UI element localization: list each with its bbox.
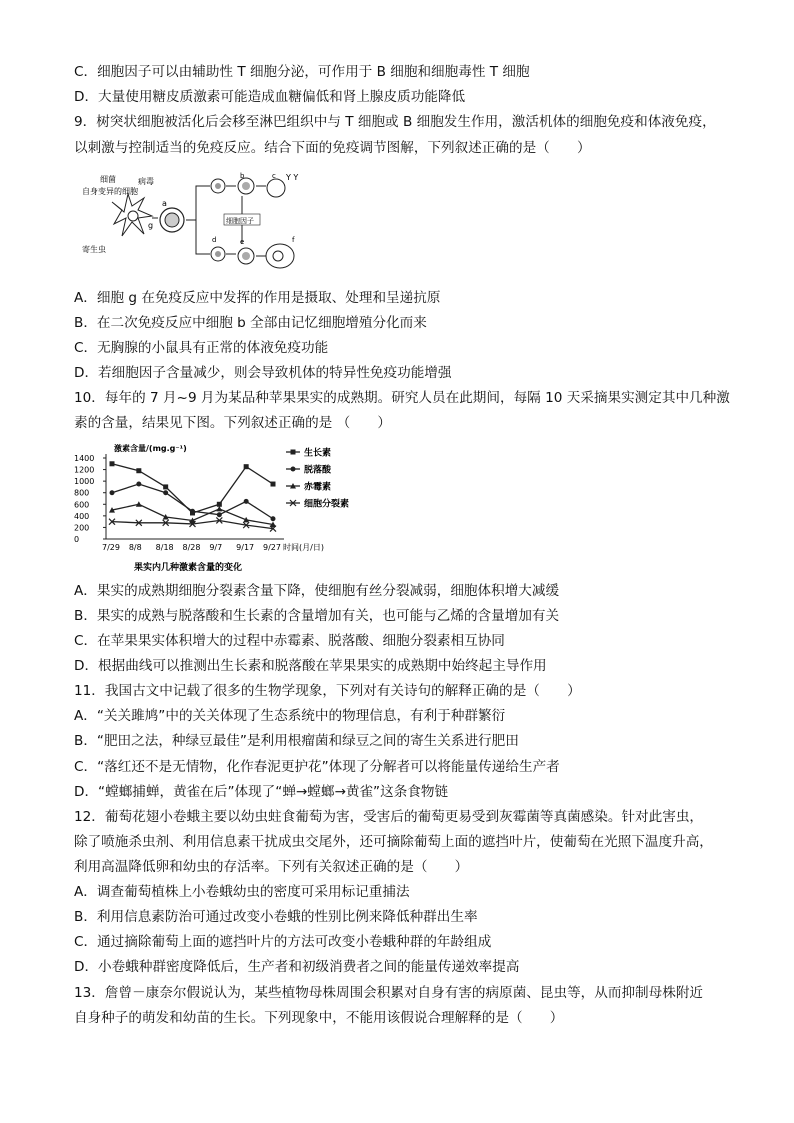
text-line: D．若细胞因子含量减少，则会导致机体的特异性免疫功能增强 <box>74 365 452 381</box>
x-tick-label: 9/7 <box>209 543 223 552</box>
data-point <box>291 467 296 472</box>
x-tick-label: 9/17 <box>236 543 255 552</box>
immune-regulation-diagram <box>78 172 308 272</box>
text-line: 素的含量，结果见下图。下列叙述正确的是 （ ） <box>74 415 391 431</box>
y-tick-label: 200 <box>74 523 90 533</box>
text-line: 自身种子的萌发和幼苗的生长。下列现象中，不能用该假说合理解释的是（ ） <box>74 1010 564 1026</box>
text-line: 13．詹曾－康奈尔假说认为，某些植物母株周围会积累对自身有害的病原菌、昆虫等，从而抑制母株附近 <box>74 985 704 1001</box>
legend-entry: 脱落酸 <box>304 465 332 476</box>
y-tick-label: 800 <box>74 488 90 498</box>
dendritic-cell-g <box>112 194 152 236</box>
text-line: 11．我国古文中记载了很多的生物学现象，下列对有关诗句的解释正确的是（ ） <box>74 683 581 699</box>
cytokine-label: 细胞因子 <box>226 217 254 225</box>
y-tick-label: 600 <box>74 500 90 510</box>
series-line <box>112 464 273 513</box>
y-axis-label: 激素含量/(mg.g⁻¹) <box>114 444 187 453</box>
text-line: 利用高温降低卵和幼虫的存活率。下列有关叙述正确的是（ ） <box>74 859 469 875</box>
y-tick-label: 1200 <box>74 465 95 475</box>
data-point <box>136 468 141 473</box>
self-cell-label: 自身变异的细胞 <box>82 187 138 196</box>
chart-title: 果实内几种激素含量的变化 <box>134 563 243 573</box>
text-line: C．无胸腺的小鼠具有正常的体液免疫功能 <box>74 340 329 356</box>
data-point <box>271 482 276 487</box>
g-label: g <box>148 221 154 230</box>
text-line: 12．葡萄花翅小卷蛾主要以幼虫蛀食葡萄为害，受害后的葡萄更易受到灰霉菌等真菌感染。针对此害虫， <box>74 809 704 825</box>
x-tick-label: 8/28 <box>182 543 201 552</box>
text-line: A．细胞 g 在免疫反应中发挥的作用是摄取、处理和呈递抗原 <box>74 290 441 306</box>
text-line: A．果实的成熟期细胞分裂素含量下降，使细胞有丝分裂减弱，细胞体积增大减缓 <box>74 583 560 599</box>
text-line: C．“落红还不是无情物，化作春泥更护花”体现了分解者可以将能量传递给生产者 <box>74 759 560 775</box>
text-line: D．大量使用糖皮质激素可能造成血糖偏低和肾上腺皮质功能降低 <box>74 89 466 105</box>
data-point <box>163 490 168 495</box>
data-point <box>136 501 142 507</box>
text-line: D．“螳螂捕蝉，黄雀在后”体现了“蝉→螳螂→黄雀”这条食物链 <box>74 784 449 800</box>
y-tick-label: 1000 <box>74 477 95 487</box>
y-tick-label: 0 <box>74 535 80 544</box>
text-line: D．根据曲线可以推测出生长素和脱落酸在苹果果实的成熟期中始终起主导作用 <box>74 658 547 674</box>
data-point <box>110 461 115 466</box>
b-label: b <box>240 172 245 180</box>
bacteria-label: 细菌 <box>100 175 116 184</box>
data-point <box>190 509 195 514</box>
data-point <box>136 482 141 487</box>
data-point <box>163 484 168 489</box>
data-point <box>244 499 249 504</box>
cell-a <box>160 208 184 232</box>
text-line: 9．树突状细胞被活化后会移至淋巴组织中与 T 细胞或 B 细胞发生作用，激活机体的细胞免疫和体液免疫， <box>74 114 716 130</box>
text-line: C．通过摘除葡萄上面的遮挡叶片的方法可改变小卷蛾种群的年龄组成 <box>74 934 492 950</box>
d-label: d <box>212 236 217 244</box>
a-label: a <box>162 199 167 208</box>
x-tick-label: 7/29 <box>102 543 120 552</box>
text-line: A．调查葡萄植株上小卷蛾幼虫的密度可采用标记重捕法 <box>74 884 410 900</box>
text-line: B．果实的成熟与脱落酸和生长素的含量增加有关，也可能与乙烯的含量增加有关 <box>74 608 560 624</box>
x-tick-label: 9/27 <box>263 543 281 552</box>
legend-entry: 赤霉素 <box>304 482 332 493</box>
text-line: D．小卷蛾种群密度降低后，生产者和初级消费者之间的能量传递效率提高 <box>74 959 520 975</box>
data-point <box>110 490 115 495</box>
x-tick-label: 8/18 <box>155 543 174 552</box>
f-label: f <box>292 236 295 244</box>
data-point <box>244 464 249 469</box>
c-label: c <box>272 172 276 180</box>
text-line: A．“关关雎鸠”中的关关体现了生态系统中的物理信息，有利于种群繁衍 <box>74 708 506 724</box>
text-line: C．细胞因子可以由辅助性 T 细胞分泌，可作用于 B 细胞和细胞毒性 T 细胞 <box>74 64 530 80</box>
data-point <box>291 450 296 455</box>
text-line: B．在二次免疫反应中细胞 b 全部由记忆细胞增殖分化而来 <box>74 315 427 331</box>
x-tick-label: 8/8 <box>128 543 142 552</box>
text-line: 除了喷施杀虫剂、利用信息素干扰成虫交尾外，还可摘除葡萄上面的遮挡叶片，使葡萄在光照下温度升高， <box>74 834 713 850</box>
text-line: B．利用信息素防治可通过改变小卷蛾的性别比例来降低种群出生率 <box>74 909 478 925</box>
text-line: C．在苹果果实体积增大的过程中赤霉素、脱落酸、细胞分裂素相互协同 <box>74 633 505 649</box>
data-point <box>271 516 276 521</box>
y-tick-label: 1400 <box>74 454 95 463</box>
e-label: e <box>240 238 245 246</box>
data-point <box>217 512 222 517</box>
parasite-label: 寄生虫 <box>82 245 106 254</box>
text-line: 10．每年的 7 月~9 月为某品种苹果果实的成熟期。研究人员在此期间，每隔 10 天采摘果实测定其中几种激 <box>74 390 730 406</box>
text-line: 以刺激与控制适当的免疫反应。结合下面的免疫调节图解，下列叙述正确的是（ ） <box>74 140 591 156</box>
legend-entry: 生长素 <box>304 448 332 459</box>
legend-entry: 细胞分裂素 <box>304 499 350 510</box>
y-tick-label: 400 <box>74 511 90 521</box>
x-axis-label: 时间(月/日) <box>283 543 324 552</box>
antibody-icon: Y Y <box>286 173 299 182</box>
virus-label: 病毒 <box>138 177 154 186</box>
hormone-chart <box>74 442 374 574</box>
text-line: B．“肥田之法，种绿豆最佳”是利用根瘤菌和绿豆之间的寄生关系进行肥田 <box>74 733 519 749</box>
